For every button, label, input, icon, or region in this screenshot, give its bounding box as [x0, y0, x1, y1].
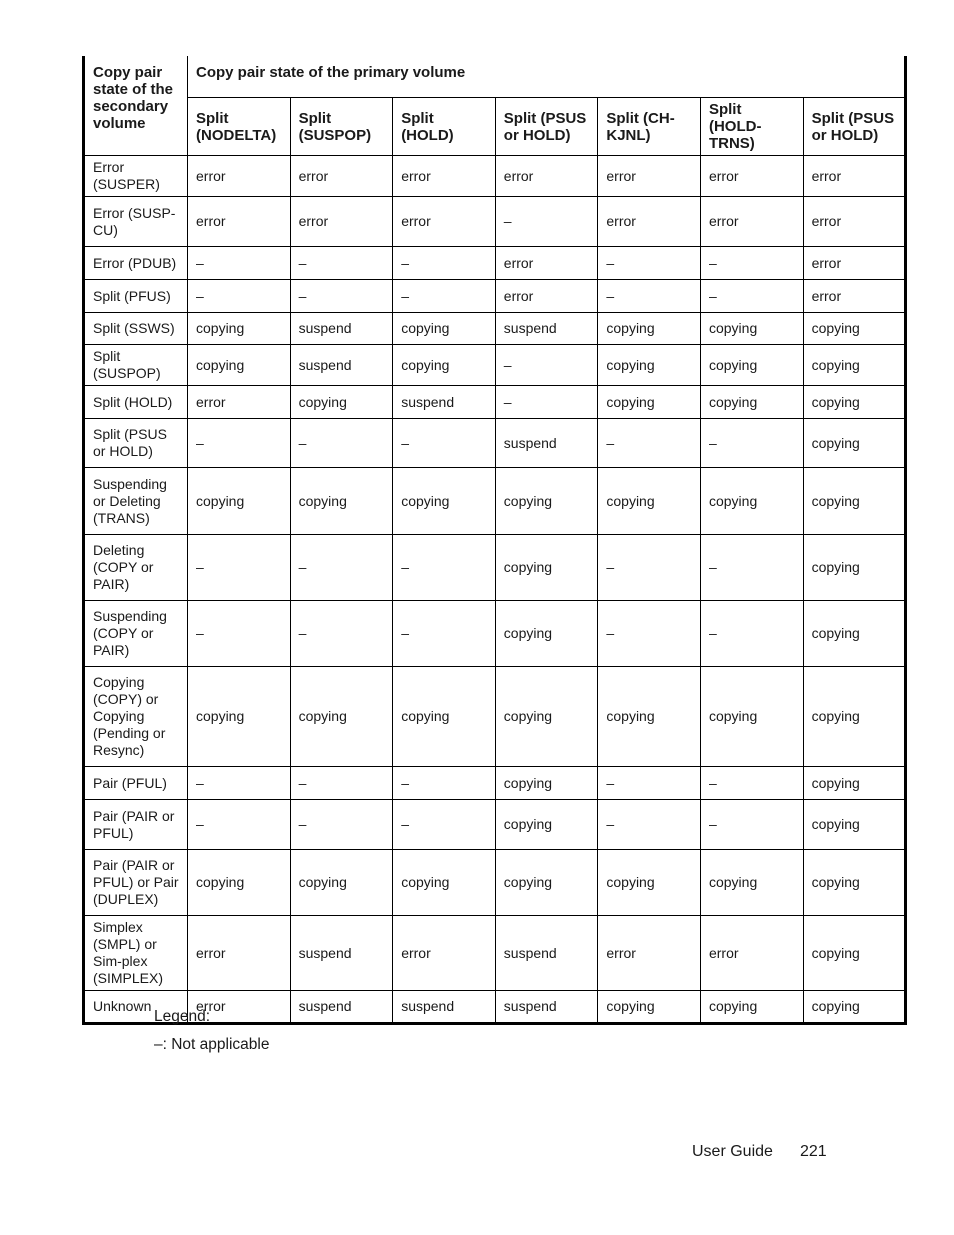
table-cell: – — [290, 247, 393, 280]
row-label: Suspending (COPY or PAIR) — [84, 601, 188, 667]
table-cell: suspend — [495, 313, 598, 345]
table-cell: copying — [188, 468, 291, 535]
table-cell: copying — [393, 313, 496, 345]
table-cell: copying — [700, 386, 803, 419]
row-label: Error (PDUB) — [84, 247, 188, 280]
table-row — [84, 601, 906, 667]
table-row — [84, 800, 906, 850]
row-label: Pair (PAIR or PFUL) — [84, 800, 188, 850]
table-cell: error — [188, 156, 291, 197]
table-row — [84, 345, 906, 386]
table-cell: – — [393, 601, 496, 667]
table-cell: – — [700, 800, 803, 850]
table-cell: copying — [803, 386, 906, 419]
table-cell: suspend — [393, 386, 496, 419]
table-cell: copying — [290, 850, 393, 916]
table-cell: copying — [393, 850, 496, 916]
table-cell: – — [393, 247, 496, 280]
table-cell: – — [700, 767, 803, 800]
column-header: Split (SUSPOP) — [290, 98, 393, 156]
table-cell: – — [598, 535, 701, 601]
table-cell: error — [290, 197, 393, 247]
table-cell: copying — [598, 313, 701, 345]
table-cell: error — [188, 197, 291, 247]
legend-item: –: Not applicable — [154, 1036, 270, 1053]
row-label: Pair (PFUL) — [84, 767, 188, 800]
table-cell: copying — [598, 991, 701, 1024]
table-cell: copying — [495, 468, 598, 535]
column-header: Split (CH-KJNL) — [598, 98, 701, 156]
group-header: Copy pair state of the primary volume — [188, 56, 906, 98]
row-label: Simplex (SMPL) or Sim-plex (SIMPLEX) — [84, 916, 188, 991]
row-label: Error (SUSP-CU) — [84, 197, 188, 247]
table-cell: – — [598, 280, 701, 313]
table-cell: copying — [803, 767, 906, 800]
table-cell: – — [700, 419, 803, 468]
table-cell: copying — [393, 667, 496, 767]
column-header-row — [84, 98, 906, 156]
table-body — [84, 156, 906, 1024]
table-cell: – — [700, 601, 803, 667]
table-cell: – — [495, 345, 598, 386]
table-cell: – — [290, 800, 393, 850]
table-cell: error — [803, 156, 906, 197]
table-cell: error — [598, 197, 701, 247]
table-cell: – — [188, 601, 291, 667]
table-cell: copying — [803, 468, 906, 535]
row-label: Split (SUSPOP) — [84, 345, 188, 386]
table-cell: error — [290, 156, 393, 197]
table-row — [84, 386, 906, 419]
table-cell: – — [188, 767, 291, 800]
legend-title: Legend: — [154, 1008, 211, 1025]
table-cell: suspend — [495, 991, 598, 1024]
table-cell: – — [700, 247, 803, 280]
table-cell: suspend — [393, 991, 496, 1024]
table-cell: copying — [598, 850, 701, 916]
row-label: Split (PSUS or HOLD) — [84, 419, 188, 468]
table-cell: copying — [188, 313, 291, 345]
table-cell: copying — [495, 800, 598, 850]
table-row — [84, 419, 906, 468]
column-header: Split (PSUS or HOLD) — [803, 98, 906, 156]
table-cell: – — [598, 767, 701, 800]
table-cell: copying — [495, 767, 598, 800]
table-cell: error — [495, 156, 598, 197]
table-cell: error — [393, 916, 496, 991]
table-cell: copying — [803, 601, 906, 667]
table-cell: copying — [598, 468, 701, 535]
table-cell: error — [495, 280, 598, 313]
table-cell: – — [393, 800, 496, 850]
table-cell: – — [188, 247, 291, 280]
table-row — [84, 197, 906, 247]
table-cell: copying — [700, 468, 803, 535]
column-header: Split (HOLD-TRNS) — [700, 98, 803, 156]
table-cell: copying — [803, 313, 906, 345]
table-cell: error — [188, 991, 291, 1024]
table-cell: – — [290, 767, 393, 800]
column-header: Split (PSUS or HOLD) — [495, 98, 598, 156]
table-cell: copying — [700, 667, 803, 767]
table-cell: – — [598, 419, 701, 468]
table-cell: suspend — [290, 991, 393, 1024]
table-cell: error — [700, 916, 803, 991]
table-cell: – — [495, 197, 598, 247]
table-cell: – — [188, 419, 291, 468]
table-cell: suspend — [290, 345, 393, 386]
table-cell: copying — [598, 345, 701, 386]
row-label: Split (PFUS) — [84, 280, 188, 313]
table-cell: – — [393, 280, 496, 313]
table-cell: copying — [803, 850, 906, 916]
table-cell: error — [188, 916, 291, 991]
table-cell: copying — [495, 601, 598, 667]
table-cell: – — [290, 419, 393, 468]
table-cell: – — [290, 535, 393, 601]
table-cell: error — [188, 386, 291, 419]
table-cell: – — [598, 601, 701, 667]
row-header: Copy pair state of the secondary volume — [84, 56, 188, 156]
row-label: Split (SSWS) — [84, 313, 188, 345]
table-row — [84, 667, 906, 767]
table-cell: copying — [188, 667, 291, 767]
table-cell: suspend — [495, 419, 598, 468]
row-label: Suspending or Deleting (TRANS) — [84, 468, 188, 535]
table-cell: error — [803, 197, 906, 247]
state-table-container — [82, 56, 904, 1025]
table-cell: error — [495, 247, 598, 280]
table-cell: copying — [803, 800, 906, 850]
table-row — [84, 313, 906, 345]
table-cell: – — [598, 800, 701, 850]
table-cell: error — [598, 916, 701, 991]
table-cell: – — [700, 535, 803, 601]
table-cell: error — [393, 197, 496, 247]
table-cell: – — [188, 280, 291, 313]
table-cell: copying — [495, 535, 598, 601]
table-cell: copying — [393, 345, 496, 386]
table-cell: copying — [598, 386, 701, 419]
row-label: Deleting (COPY or PAIR) — [84, 535, 188, 601]
table-cell: suspend — [290, 313, 393, 345]
table-cell: copying — [803, 991, 906, 1024]
table-cell: – — [393, 535, 496, 601]
table-cell: error — [598, 156, 701, 197]
row-label: Copying (COPY) or Copying (Pending or Resync) — [84, 667, 188, 767]
copy-pair-state-table — [82, 56, 907, 1025]
table-cell: – — [393, 767, 496, 800]
table-cell: copying — [598, 667, 701, 767]
table-cell: copying — [700, 345, 803, 386]
table-cell: – — [188, 800, 291, 850]
table-row — [84, 280, 906, 313]
table-row — [84, 916, 906, 991]
table-cell: error — [393, 156, 496, 197]
page-number: 221 — [800, 1143, 827, 1160]
table-cell: copying — [290, 468, 393, 535]
table-cell: copying — [700, 313, 803, 345]
table-cell: error — [803, 280, 906, 313]
table-cell: copying — [700, 850, 803, 916]
table-cell: copying — [188, 345, 291, 386]
table-cell: copying — [803, 345, 906, 386]
column-header: Split (NODELTA) — [188, 98, 291, 156]
table-cell: copying — [290, 667, 393, 767]
table-cell: copying — [803, 667, 906, 767]
table-cell: copying — [803, 419, 906, 468]
table-cell: – — [700, 280, 803, 313]
table-cell: suspend — [495, 916, 598, 991]
table-row — [84, 247, 906, 280]
table-cell: copying — [188, 850, 291, 916]
footer-label: User Guide — [692, 1143, 773, 1160]
table-row — [84, 468, 906, 535]
table-row — [84, 850, 906, 916]
column-header: Split (HOLD) — [393, 98, 496, 156]
table-cell: – — [290, 601, 393, 667]
table-cell: suspend — [290, 916, 393, 991]
row-label: Pair (PAIR or PFUL) or Pair (DUPLEX) — [84, 850, 188, 916]
table-cell: copying — [803, 916, 906, 991]
table-cell: error — [700, 156, 803, 197]
table-cell: copying — [803, 535, 906, 601]
row-label: Unknown — [84, 991, 188, 1024]
table-row — [84, 535, 906, 601]
row-label: Split (HOLD) — [84, 386, 188, 419]
table-cell: error — [803, 247, 906, 280]
table-cell: copying — [495, 850, 598, 916]
table-cell: copying — [700, 991, 803, 1024]
table-cell: error — [700, 197, 803, 247]
table-cell: copying — [393, 468, 496, 535]
row-label: Error (SUSPER) — [84, 156, 188, 197]
table-cell: – — [495, 386, 598, 419]
table-cell: – — [290, 280, 393, 313]
table-cell: – — [393, 419, 496, 468]
table-cell: copying — [495, 667, 598, 767]
table-cell: – — [598, 247, 701, 280]
table-cell: – — [188, 535, 291, 601]
table-row — [84, 767, 906, 800]
table-row — [84, 156, 906, 197]
table-cell: copying — [290, 386, 393, 419]
